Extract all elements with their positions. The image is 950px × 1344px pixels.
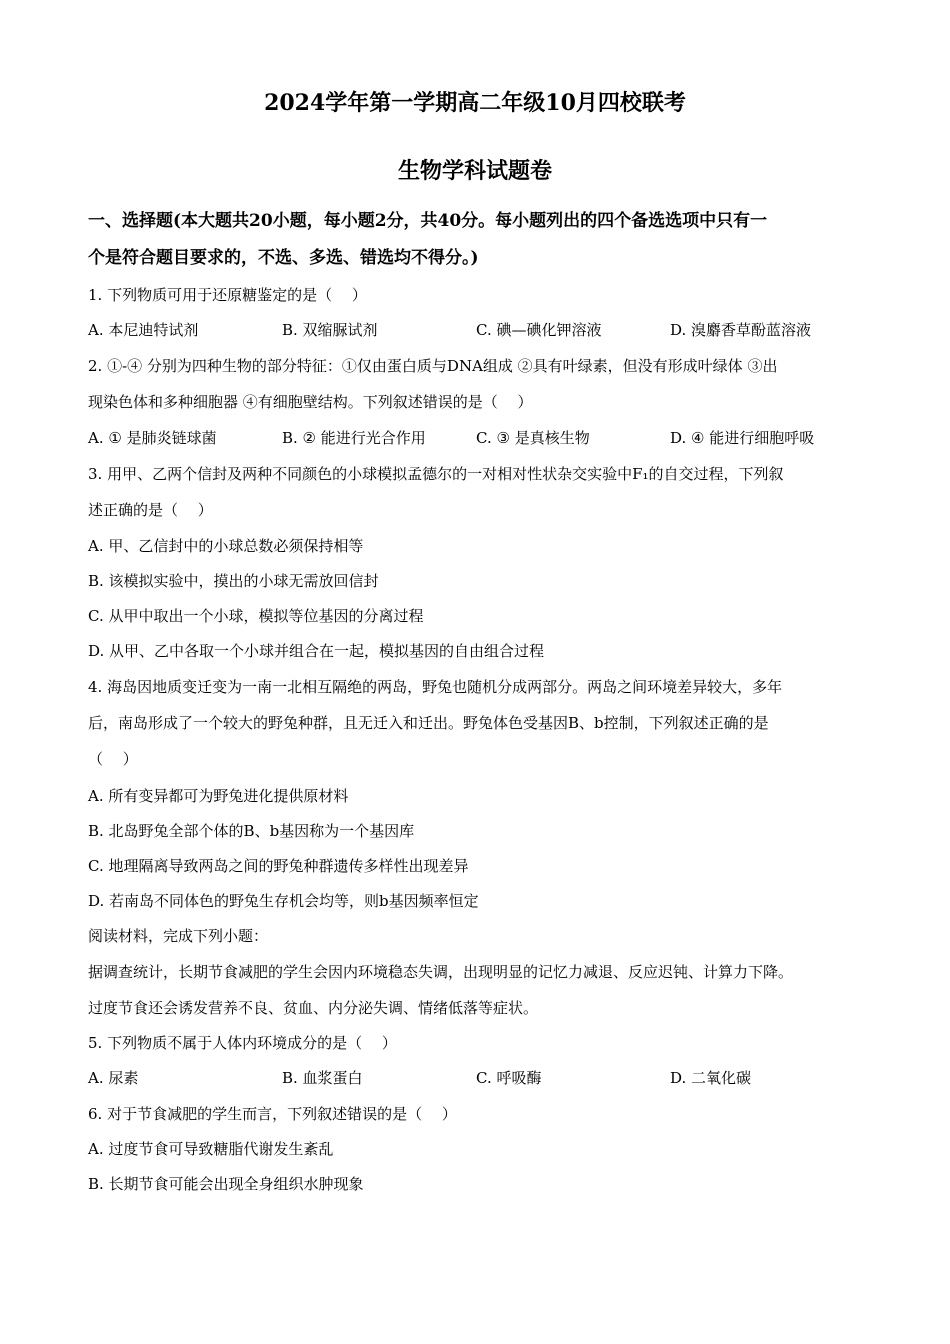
q4-option-c: C. 地理隔离导致两岛之间的野兔种群遗传多样性出现差异 — [88, 857, 469, 875]
q5-stem: 5. 下列物质不属于人体内环境成分的是（ ） — [88, 1034, 397, 1052]
q3-option-d: D. 从甲、乙中各取一个小球并组合在一起，模拟基因的自由组合过程 — [88, 642, 545, 660]
q2-option-a: A. ① 是肺炎链球菌 — [88, 429, 217, 447]
q2-option-c: C. ③ 是真核生物 — [476, 429, 590, 447]
q1-option-b: B. 双缩脲试剂 — [282, 321, 378, 339]
q3-option-a: A. 甲、乙信封中的小球总数必须保持相等 — [88, 537, 364, 555]
q4-option-b: B. 北岛野兔全部个体的B、b基因称为一个基因库 — [88, 822, 415, 840]
q4-stem-line-3: （ ） — [88, 750, 138, 768]
q2-option-d: D. ④ 能进行细胞呼吸 — [670, 429, 815, 447]
q4-stem-line-1: 4. 海岛因地质变迁变为一南一北相互隔绝的两岛，野兔也随机分成两部分。两岛之间环境差异较大，多年 — [88, 678, 783, 696]
q2-stem-line-2: 现染色体和多种细胞器 ④有细胞壁结构。下列叙述错误的是（ ） — [88, 393, 533, 411]
reading-intro: 阅读材料，完成下列小题： — [88, 927, 269, 945]
q4-option-d: D. 若南岛不同体色的野兔生存机会均等，则b基因频率恒定 — [88, 892, 479, 910]
q2-option-b: B. ② 能进行光合作用 — [282, 429, 426, 447]
q4-stem-line-2: 后，南岛形成了一个较大的野兔种群，且无迁入和迁出。野兔体色受基因B、b控制，下列叙述正确的是 — [88, 714, 769, 732]
q5-option-c: C. 呼吸酶 — [476, 1069, 542, 1087]
q5-option-b: B. 血浆蛋白 — [282, 1069, 363, 1087]
q1-stem: 1. 下列物质可用于还原糖鉴定的是（ ） — [88, 286, 367, 304]
q1-option-c: C. 碘—碘化钾溶液 — [476, 321, 602, 339]
q6-option-b: B. 长期节食可能会出现全身组织水肿现象 — [88, 1175, 364, 1193]
exam-subtitle: 生物学科试题卷 — [397, 158, 552, 184]
q5-option-a: A. 尿素 — [88, 1069, 139, 1087]
q4-option-a: A. 所有变异都可为野兔进化提供原材料 — [88, 787, 349, 805]
q3-option-b: B. 该模拟实验中，摸出的小球无需放回信封 — [88, 572, 379, 590]
reading-paragraph-line-1: 据调查统计，长期节食减肥的学生会因内环境稳态失调，出现明显的记忆力减退、反应迟钝、计算力下降。 — [88, 963, 794, 981]
reading-paragraph-line-2: 过度节食还会诱发营养不良、贫血、内分泌失调、情绪低落等症状。 — [88, 999, 539, 1017]
section-heading-line-2: 个是符合题目要求的，不选、多选、错选均不得分。) — [88, 248, 479, 268]
q3-stem-line-1: 3. 用甲、乙两个信封及两种不同颜色的小球模拟孟德尔的一对相对性状杂交实验中F₁的自交过程，下列叙 — [88, 465, 784, 483]
q2-stem-line-1: 2. ①-④ 分别为四种生物的部分特征：①仅由蛋白质与DNA组成 ②具有叶绿素，但没有形成叶绿体 ③出 — [88, 357, 778, 375]
exam-title: 2024学年第一学期高二年级10月四校联考 — [264, 90, 686, 116]
q6-option-a: A. 过度节食可导致糖脂代谢发生紊乱 — [88, 1140, 334, 1158]
q3-option-c: C. 从甲中取出一个小球，模拟等位基因的分离过程 — [88, 607, 424, 625]
q5-option-d: D. 二氧化碳 — [670, 1069, 752, 1087]
q1-option-d: D. 溴麝香草酚蓝溶液 — [670, 321, 812, 339]
section-heading-line-1: 一、选择题(本大题共20小题，每小题2分，共40分。每小题列出的四个备选选项中只有一 — [88, 211, 768, 231]
q6-stem: 6. 对于节食减肥的学生而言，下列叙述错误的是（ ） — [88, 1105, 457, 1123]
q1-option-a: A. 本尼迪特试剂 — [88, 321, 199, 339]
q3-stem-line-2: 述正确的是（ ） — [88, 501, 213, 519]
